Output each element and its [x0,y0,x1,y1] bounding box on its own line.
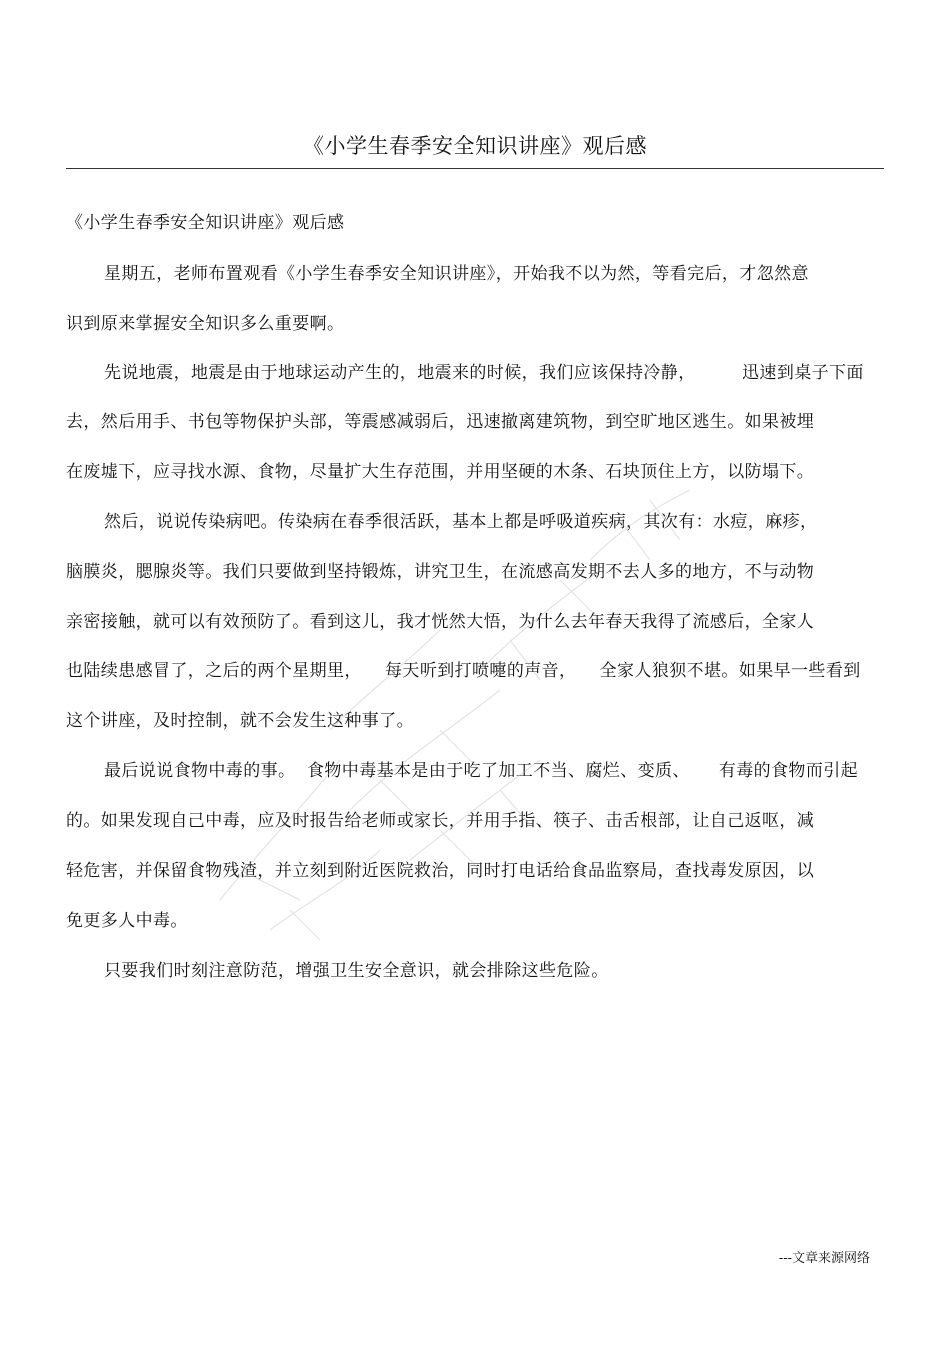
paragraph-line: 去，然后用手、书包等物保护头部，等震感减弱后，迅速撤离建筑物，到空旷地区逃生。如果被埋 [66,412,815,432]
paragraph-line: 这个讲座，及时控制，就不会发生这种事了。 [66,711,414,731]
paragraph-line: 识到原来掌握安全知识多么重要啊。 [66,314,345,334]
page-title: 《小学生春季安全知识讲座》观后感 [303,134,647,158]
paragraph-line: 免更多人中毒。 [66,911,188,931]
paragraph-line: 轻危害，并保留食物残渣，并立刻到附近医院救治，同时打电话给食品监察局，查找毒发原因，以 [66,861,815,881]
watermark [180,430,740,950]
paragraph-line: 先说地震，地震是由于地球运动产生的，地震来的时候，我们应该保持冷静， 迅速到桌子下面 [104,363,864,383]
paragraph-line: 也陆续患感冒了，之后的两个星期里， 每天听到打喷嚏的声音， 全家人狼狈不堪。如果早一些看到 [66,661,861,681]
paragraph-line: 在废墟下，应寻找水源、食物，尽量扩大生存范围，并用坚硬的木条、石块顶住上方，以防塌下。 [66,462,815,482]
source-note: ---文章来源网络 [778,1251,870,1266]
paragraph-line: 星期五，老师布置观看《小学生春季安全知识讲座》，开始我不以为然，等看完后，才忽然意 [104,264,809,284]
paragraph-line: 只要我们时刻注意防范，增强卫生安全意识，就会排除这些危险。 [104,961,609,981]
paragraph-line: 亲密接触，就可以有效预防了。看到这儿，我才恍然大悟，为什么去年春天我得了流感后，全家人 [66,612,815,632]
document-subtitle: 《小学生春季安全知识讲座》观后感 [66,213,345,233]
paragraph-line: 脑膜炎，腮腺炎等。我们只要做到坚持锻炼，讲究卫生，在流感高发期不去人多的地方，不与动物 [66,562,815,582]
paragraph-line: 然后，说说传染病吧。传染病在春季很活跃，基本上都是呼吸道疾病，其次有：水痘，麻疹， [104,512,818,532]
paragraph-line: 的。如果发现自己中毒，应及时报告给老师或家长，并用手指、筷子、击舌根部，让自己返呕，减 [66,811,815,831]
paragraph-line: 最后说说食物中毒的事。 食物中毒基本是由于吃了加工不当、腐烂、变质、 有毒的食物而引起 [104,761,859,781]
title-divider [66,168,884,169]
